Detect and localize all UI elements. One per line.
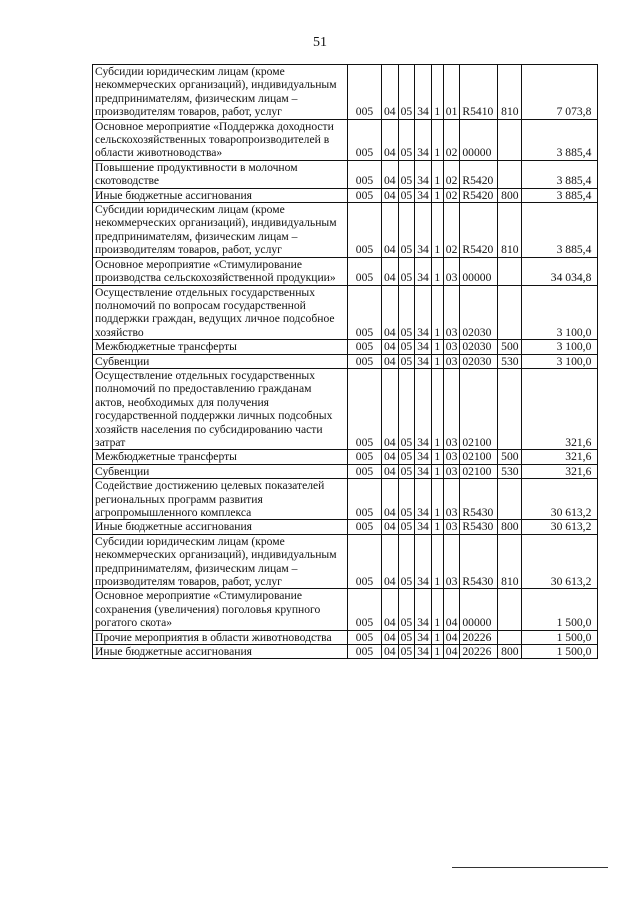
row-code-cell: 005 — [348, 645, 382, 659]
row-code-cell: 02030 — [460, 340, 498, 354]
row-name-cell: Межбюджетные трансферты — [93, 450, 348, 464]
row-code-cell: 005 — [348, 450, 382, 464]
row-sum-cell: 1 500,0 — [522, 645, 598, 659]
row-code-cell: 005 — [348, 160, 382, 188]
row-code-cell: 1 — [431, 119, 443, 160]
row-code-cell: 1 — [431, 479, 443, 520]
row-code-cell: 005 — [348, 285, 382, 340]
row-code-cell: 1 — [431, 464, 443, 478]
row-code-cell: 34 — [415, 119, 432, 160]
row-code-cell: 1 — [431, 589, 443, 630]
row-name-cell: Иные бюджетные ассигнования — [93, 520, 348, 534]
row-code-cell: 05 — [398, 450, 415, 464]
row-sum-cell: 3 885,4 — [522, 203, 598, 258]
table-row — [93, 188, 598, 202]
row-code-cell: 03 — [443, 464, 460, 478]
row-code-cell: 1 — [431, 203, 443, 258]
row-expense-type-cell — [498, 479, 522, 520]
row-code-cell: 05 — [398, 340, 415, 354]
row-code-cell: 34 — [415, 589, 432, 630]
row-sum-cell: 34 034,8 — [522, 257, 598, 285]
row-code-cell: 34 — [415, 479, 432, 520]
row-code-cell: R5430 — [460, 534, 498, 589]
row-code-cell: 04 — [382, 354, 399, 368]
table-row — [93, 354, 598, 368]
row-code-cell: 04 — [382, 368, 399, 449]
row-code-cell: 05 — [398, 65, 415, 120]
row-code-cell: 00000 — [460, 257, 498, 285]
row-code-cell: 34 — [415, 257, 432, 285]
row-sum-cell: 3 885,4 — [522, 160, 598, 188]
row-name-cell: Субсидии юридическим лицам (кроме некоммерческих организаций), индивидуальным предпринимателям, физическим лицам – производителям товаров, работ, услуг — [93, 65, 348, 120]
row-code-cell: 1 — [431, 534, 443, 589]
row-code-cell: 04 — [382, 520, 399, 534]
row-sum-cell: 30 613,2 — [522, 520, 598, 534]
row-code-cell: 005 — [348, 479, 382, 520]
row-code-cell: 04 — [382, 203, 399, 258]
row-name-cell: Субсидии юридическим лицам (кроме некоммерческих организаций), индивидуальным предпринимателям, физическим лицам – производителям товаров, работ, услуг — [93, 534, 348, 589]
row-code-cell: 04 — [382, 119, 399, 160]
row-code-cell: 05 — [398, 368, 415, 449]
row-code-cell: 04 — [382, 340, 399, 354]
row-code-cell: 03 — [443, 285, 460, 340]
row-expense-type-cell — [498, 589, 522, 630]
row-code-cell: 04 — [382, 464, 399, 478]
row-expense-type-cell: 800 — [498, 520, 522, 534]
row-code-cell: R5430 — [460, 520, 498, 534]
row-expense-type-cell: 800 — [498, 188, 522, 202]
row-expense-type-cell: 530 — [498, 354, 522, 368]
row-code-cell: 34 — [415, 368, 432, 449]
row-code-cell: 34 — [415, 464, 432, 478]
row-code-cell: 005 — [348, 354, 382, 368]
row-code-cell: 02100 — [460, 450, 498, 464]
row-code-cell: 04 — [382, 534, 399, 589]
table-row — [93, 534, 598, 589]
row-code-cell: 02030 — [460, 354, 498, 368]
row-sum-cell: 3 100,0 — [522, 354, 598, 368]
row-code-cell: 1 — [431, 368, 443, 449]
row-name-cell: Субвенции — [93, 464, 348, 478]
row-code-cell: 20226 — [460, 630, 498, 644]
row-code-cell: 02 — [443, 203, 460, 258]
budget-table — [92, 64, 598, 659]
row-code-cell: 1 — [431, 65, 443, 120]
row-code-cell: 34 — [415, 354, 432, 368]
row-expense-type-cell — [498, 368, 522, 449]
table-row — [93, 520, 598, 534]
row-code-cell: 03 — [443, 450, 460, 464]
row-sum-cell: 321,6 — [522, 464, 598, 478]
table-row — [93, 368, 598, 449]
table-row — [93, 285, 598, 340]
row-expense-type-cell: 500 — [498, 450, 522, 464]
row-code-cell: 05 — [398, 520, 415, 534]
row-code-cell: 02 — [443, 119, 460, 160]
row-sum-cell: 7 073,8 — [522, 65, 598, 120]
row-code-cell: 005 — [348, 368, 382, 449]
row-code-cell: 1 — [431, 340, 443, 354]
row-code-cell: 02100 — [460, 368, 498, 449]
row-code-cell: 1 — [431, 450, 443, 464]
row-code-cell: 005 — [348, 630, 382, 644]
row-code-cell: 34 — [415, 340, 432, 354]
table-row — [93, 464, 598, 478]
row-code-cell: 1 — [431, 354, 443, 368]
row-expense-type-cell — [498, 285, 522, 340]
row-code-cell: 005 — [348, 340, 382, 354]
row-code-cell: R5420 — [460, 203, 498, 258]
row-code-cell: 03 — [443, 479, 460, 520]
row-code-cell: 005 — [348, 464, 382, 478]
row-expense-type-cell: 500 — [498, 340, 522, 354]
row-name-cell: Иные бюджетные ассигнования — [93, 645, 348, 659]
row-code-cell: 34 — [415, 203, 432, 258]
row-code-cell: 01 — [443, 65, 460, 120]
table-row — [93, 589, 598, 630]
row-sum-cell: 1 500,0 — [522, 589, 598, 630]
row-name-cell: Иные бюджетные ассигнования — [93, 188, 348, 202]
table-row — [93, 450, 598, 464]
row-name-cell: Содействие достижению целевых показателей региональных программ развития агропромышленного комплекса — [93, 479, 348, 520]
row-code-cell: 005 — [348, 119, 382, 160]
row-sum-cell: 3 885,4 — [522, 119, 598, 160]
row-code-cell: 34 — [415, 285, 432, 340]
row-name-cell: Субсидии юридическим лицам (кроме некоммерческих организаций), индивидуальным предпринимателям, физическим лицам – производителям товаров, работ, услуг — [93, 203, 348, 258]
row-name-cell: Повышение продуктивности в молочном скотоводстве — [93, 160, 348, 188]
page-number: 51 — [313, 35, 327, 50]
row-code-cell: 04 — [382, 257, 399, 285]
row-code-cell: 00000 — [460, 119, 498, 160]
table-row — [93, 479, 598, 520]
row-code-cell: 05 — [398, 464, 415, 478]
row-code-cell: 03 — [443, 340, 460, 354]
row-code-cell: 04 — [382, 450, 399, 464]
row-code-cell: 05 — [398, 354, 415, 368]
row-code-cell: 005 — [348, 203, 382, 258]
row-code-cell: 05 — [398, 534, 415, 589]
table-row — [93, 257, 598, 285]
row-code-cell: 02100 — [460, 464, 498, 478]
row-code-cell: 04 — [382, 589, 399, 630]
row-code-cell: 04 — [382, 285, 399, 340]
row-name-cell: Основное мероприятие «Стимулирование производства сельскохозяйственной продукции» — [93, 257, 348, 285]
row-name-cell: Межбюджетные трансферты — [93, 340, 348, 354]
row-code-cell: 04 — [443, 589, 460, 630]
row-code-cell: 1 — [431, 630, 443, 644]
row-code-cell: 005 — [348, 520, 382, 534]
table-row — [93, 160, 598, 188]
row-code-cell: 1 — [431, 285, 443, 340]
row-expense-type-cell — [498, 119, 522, 160]
row-code-cell: 005 — [348, 589, 382, 630]
row-name-cell: Осуществление отдельных государственных полномочий по вопросам государственной поддержки граждан, ведущих личное подсобное хозяйство — [93, 285, 348, 340]
table-row — [93, 340, 598, 354]
row-code-cell: 04 — [382, 479, 399, 520]
row-expense-type-cell — [498, 160, 522, 188]
row-code-cell: 04 — [443, 630, 460, 644]
row-code-cell: 1 — [431, 188, 443, 202]
table-row — [93, 65, 598, 120]
row-code-cell: 05 — [398, 160, 415, 188]
row-code-cell: 03 — [443, 534, 460, 589]
row-code-cell: 04 — [382, 645, 399, 659]
row-expense-type-cell: 800 — [498, 645, 522, 659]
row-code-cell: 005 — [348, 534, 382, 589]
row-code-cell: 04 — [443, 645, 460, 659]
row-code-cell: 00000 — [460, 589, 498, 630]
row-sum-cell: 321,6 — [522, 368, 598, 449]
row-code-cell: 04 — [382, 65, 399, 120]
row-expense-type-cell: 810 — [498, 203, 522, 258]
row-code-cell: 05 — [398, 119, 415, 160]
row-sum-cell: 3 100,0 — [522, 340, 598, 354]
table-row — [93, 630, 598, 644]
row-code-cell: 1 — [431, 257, 443, 285]
row-code-cell: 34 — [415, 645, 432, 659]
row-code-cell: 03 — [443, 368, 460, 449]
row-code-cell: 05 — [398, 589, 415, 630]
row-code-cell: R5420 — [460, 188, 498, 202]
row-code-cell: 1 — [431, 645, 443, 659]
footer-rule — [452, 867, 608, 868]
row-code-cell: 34 — [415, 65, 432, 120]
row-name-cell: Осуществление отдельных государственных полномочий по предоставлению гражданам актов, необходимых для получения государственной поддержки личных подсобных хозяйств населения по субсидированию части затрат — [93, 368, 348, 449]
row-name-cell: Основное мероприятие «Стимулирование сохранения (увеличения) поголовья крупного рогатого скота» — [93, 589, 348, 630]
row-code-cell: 005 — [348, 257, 382, 285]
row-sum-cell: 3 100,0 — [522, 285, 598, 340]
row-code-cell: 04 — [382, 630, 399, 644]
row-code-cell: 34 — [415, 450, 432, 464]
row-code-cell: 05 — [398, 188, 415, 202]
row-sum-cell: 321,6 — [522, 450, 598, 464]
row-sum-cell: 30 613,2 — [522, 479, 598, 520]
row-code-cell: 05 — [398, 630, 415, 644]
row-code-cell: 05 — [398, 285, 415, 340]
row-sum-cell: 1 500,0 — [522, 630, 598, 644]
row-code-cell: 34 — [415, 188, 432, 202]
row-expense-type-cell: 810 — [498, 65, 522, 120]
row-code-cell: 005 — [348, 188, 382, 202]
row-code-cell: 05 — [398, 203, 415, 258]
row-code-cell: 02030 — [460, 285, 498, 340]
row-code-cell: R5410 — [460, 65, 498, 120]
row-code-cell: 02 — [443, 188, 460, 202]
table-row — [93, 645, 598, 659]
row-name-cell: Субвенции — [93, 354, 348, 368]
row-code-cell: 34 — [415, 630, 432, 644]
row-sum-cell: 30 613,2 — [522, 534, 598, 589]
row-code-cell: 03 — [443, 520, 460, 534]
row-code-cell: 04 — [382, 160, 399, 188]
table-row — [93, 203, 598, 258]
row-code-cell: 05 — [398, 257, 415, 285]
row-code-cell: 34 — [415, 520, 432, 534]
row-code-cell: 05 — [398, 645, 415, 659]
row-code-cell: 005 — [348, 65, 382, 120]
row-name-cell: Основное мероприятие «Поддержка доходности сельскохозяйственных товаропроизводителей в области животноводства» — [93, 119, 348, 160]
row-code-cell: 34 — [415, 534, 432, 589]
row-code-cell: R5420 — [460, 160, 498, 188]
row-expense-type-cell: 810 — [498, 534, 522, 589]
row-expense-type-cell — [498, 630, 522, 644]
table-row — [93, 119, 598, 160]
row-code-cell: 20226 — [460, 645, 498, 659]
row-sum-cell: 3 885,4 — [522, 188, 598, 202]
row-code-cell: 1 — [431, 520, 443, 534]
row-code-cell: 05 — [398, 479, 415, 520]
row-code-cell: 03 — [443, 257, 460, 285]
row-expense-type-cell — [498, 257, 522, 285]
row-code-cell: R5430 — [460, 479, 498, 520]
row-code-cell: 02 — [443, 160, 460, 188]
row-code-cell: 04 — [382, 188, 399, 202]
row-expense-type-cell: 530 — [498, 464, 522, 478]
row-code-cell: 03 — [443, 354, 460, 368]
row-code-cell: 1 — [431, 160, 443, 188]
row-code-cell: 34 — [415, 160, 432, 188]
row-name-cell: Прочие мероприятия в области животноводства — [93, 630, 348, 644]
